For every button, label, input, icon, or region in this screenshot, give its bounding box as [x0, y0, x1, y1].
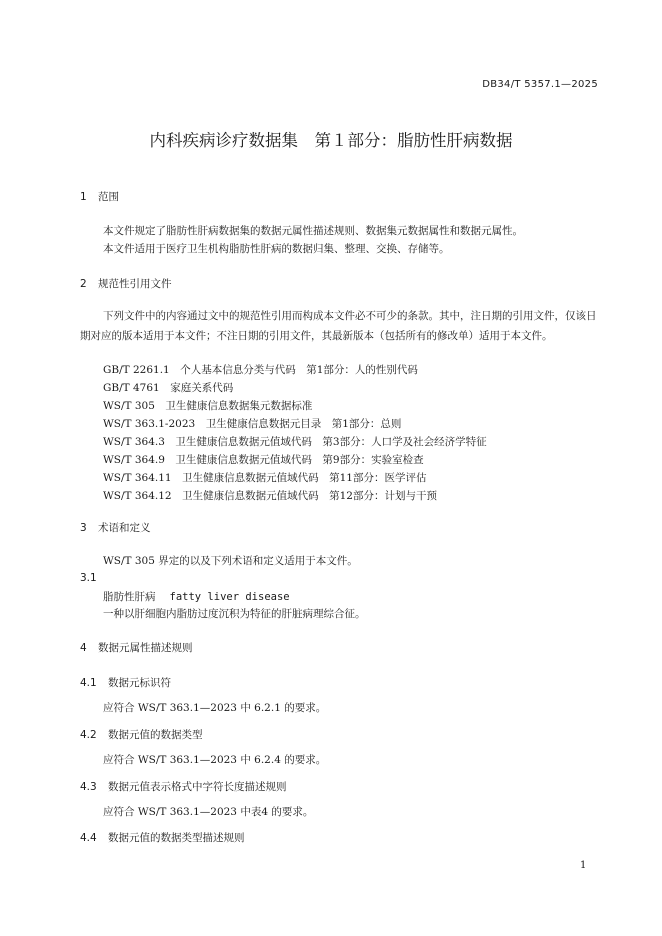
section-4-heading [80, 640, 193, 655]
subsection-number: 4.3 [80, 781, 97, 793]
subsection-number: 4.4 [80, 832, 97, 844]
standard-code: DB34/T 5357.1—2025 [482, 79, 598, 90]
subsection-title: 数据元值的数据类型描述规则 [108, 832, 245, 844]
term-chinese: 脂肪性肝病 [103, 591, 156, 603]
section-title: 数据元属性描述规则 [98, 642, 193, 654]
subsection-4-3-heading [80, 779, 287, 794]
reference-item: GB/T 4761 家庭关系代码 [103, 382, 234, 394]
paragraph: WS/T 305 界定的以及下列术语和定义适用于本文件。 [103, 555, 358, 567]
reference-item: WS/T 364.3 卫生健康信息数据元值域代码 第3部分：人口学及社会经济学特征 [103, 436, 487, 448]
paragraph: 本文件适用于医疗卫生机构脂肪性肝病的数据归集、整理、交换、存储等。 [103, 243, 450, 255]
paragraph-text: 下列文件中的内容通过文中的规范性引用而构成本文件必不可少的条款。其中，注日期的引用文件，仅该日期对应的版本适用于本文件；不注日期的引用文件，其最新版本（包括所有的修改单）适用于本文件。 [80, 310, 597, 342]
reference-item: WS/T 364.11 卫生健康信息数据元值域代码 第11部分：医学评估 [103, 472, 427, 484]
section-number: 1 [80, 191, 87, 203]
section-1-heading [80, 189, 119, 204]
paragraph: 应符合 WS/T 363.1—2023 中表4 的要求。 [103, 806, 314, 818]
reference-item: WS/T 305 卫生健康信息数据集元数据标准 [103, 400, 313, 412]
section-3-heading [80, 520, 151, 535]
term-english: fatty liver disease [169, 591, 290, 603]
section-number: 2 [80, 278, 87, 290]
section-number: 3 [80, 522, 87, 534]
reference-item: WS/T 363.1-2023 卫生健康信息数据元目录 第1部分：总则 [103, 418, 402, 430]
reference-item: WS/T 364.12 卫生健康信息数据元值域代码 第12部分：计划与干预 [103, 490, 437, 502]
subsection-title: 数据元标识符 [108, 677, 171, 689]
subsection-4-2-heading [80, 727, 203, 742]
page-number: 1 [580, 860, 587, 871]
paragraph [80, 306, 600, 346]
subsection-number: 4.2 [80, 729, 97, 741]
term-definition: 一种以肝细胞内脂肪过度沉积为特征的肝脏病理综合征。 [103, 608, 366, 620]
document-title: 内科疾病诊疗数据集 第１部分：脂肪性肝病数据 [149, 131, 513, 150]
section-title: 术语和定义 [98, 522, 151, 534]
paragraph: 本文件规定了脂肪性肝病数据集的数据元属性描述规则、数据集元数据属性和数据元属性。 [103, 225, 523, 237]
term-entry [103, 589, 290, 604]
subsection-number: 4.1 [80, 677, 97, 689]
section-title: 规范性引用文件 [98, 278, 172, 290]
subsection-4-1-heading [80, 675, 171, 690]
subsection-4-4-heading [80, 830, 245, 845]
paragraph: 应符合 WS/T 363.1—2023 中 6.2.4 的要求。 [103, 754, 327, 766]
subsection-title: 数据元值表示格式中字符长度描述规则 [108, 781, 287, 793]
subsection-title: 数据元值的数据类型 [108, 729, 203, 741]
reference-item: WS/T 364.9 卫生健康信息数据元值域代码 第9部分：实验室检查 [103, 454, 424, 466]
term-number: 3.1 [80, 572, 97, 584]
section-2-heading [80, 276, 172, 291]
section-number: 4 [80, 642, 87, 654]
section-title: 范围 [98, 191, 119, 203]
reference-item: GB/T 2261.1 个人基本信息分类与代码 第1部分：人的性别代码 [103, 364, 418, 376]
paragraph: 应符合 WS/T 363.1—2023 中 6.2.1 的要求。 [103, 702, 327, 714]
